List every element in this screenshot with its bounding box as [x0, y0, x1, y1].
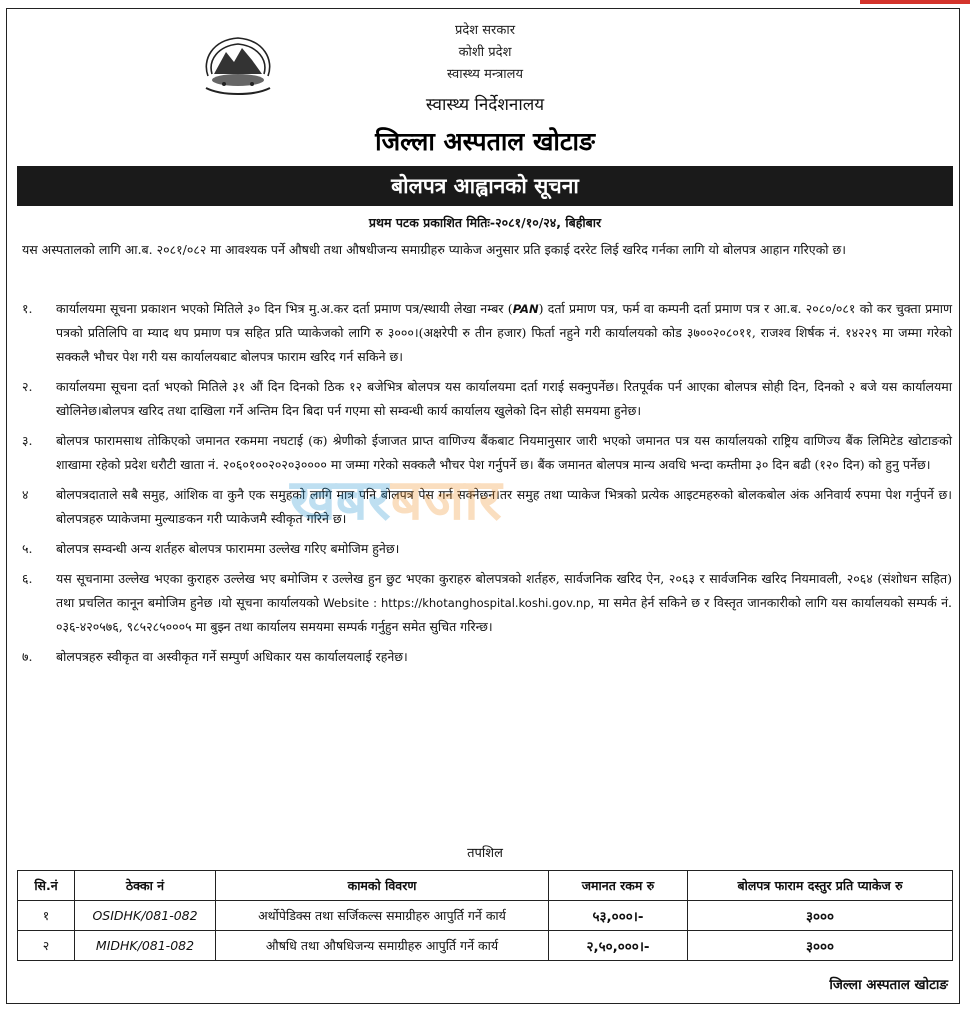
- header-directorate: स्वास्थ्य निर्देशनालय: [425, 95, 545, 115]
- cell-deposit: ५३,०००।-: [549, 901, 688, 931]
- header-line-province-govt: प्रदेश सरकार: [454, 23, 516, 38]
- list-item: [22, 297, 952, 369]
- item-text: बोलपत्रहरु स्वीकृत वा अस्वीकृत गर्ने सम्पुर्ण अधिकार यस कार्यालयलाई रहनेछ।: [56, 649, 408, 664]
- cell-sn: २: [18, 931, 75, 961]
- cell-deposit: २,५०,०००।-: [549, 931, 688, 961]
- signature-hospital: जिल्ला अस्पताल खोटाङ: [829, 977, 948, 993]
- website-link[interactable]: Website : https://khotanghospital.koshi.gov.np,: [323, 596, 595, 610]
- item-number: ३.: [22, 433, 33, 448]
- item-number: ४: [22, 487, 29, 502]
- col-header-form-fee: बोलपत्र फाराम दस्तुर प्रति प्याकेज रु: [688, 871, 953, 901]
- cell-description: औषधि तथा औषधिजन्य समाग्रीहरु आपुर्ति गर्ने कार्य: [216, 931, 549, 961]
- notice-banner: बोलपत्र आह्वानको सूचना: [17, 166, 953, 206]
- item-text: कार्यालयमा सूचना प्रकाशन भएको मितिले ३० दिन भित्र मु.अ.कर दर्ता प्रमाण पत्र/स्थायी लेखा नम्बर (PAN) दर्ता प्रमाण पत्र, फर्म वा कम्पनी दर्ता प्रमाण पत्र र आ.ब. २०८०/०८१ को कर चुक्ता प्रमाण पत्रको प्रतिलिपि वा म्याद थप प्रमाण पत्र सहित प्रति प्याकेजको लागि रु ३०००।(अक्षरेपी रु तीन हजार) फिर्ता नहुने गरी कार्यालयको कोड ३७००२०८०११, राजश्व शिर्षक नं. १४२२९ मा जम्मा गरेको सक्कलै भौचर पेश गरी यस कार्यालयबाट बोलपत्र फाराम खरिद गर्न सकिने छ।: [56, 301, 952, 364]
- col-header-deposit: जमानत रकम रु: [549, 871, 688, 901]
- top-corner-stripe: [860, 0, 970, 4]
- item-text: बोलपत्र फारामसाथ तोकिएको जमानत रकममा नघटाई (क) श्रेणीको ईजाजत प्राप्त वाणिज्य बैंकबाट नियमानुसार जारी भएको जमानत पत्र यस कार्यालयको राष्ट्रिय वाणिज्य बैंक लिमिटेड खोटाङको शाखामा रहेको प्रदेश धरौटी खाता नं. २०६०१००२०२०३०००० मा जम्मा गरेको सक्कलै भौचर पेश गर्नुपर्ने छ। बैंक जमानत बोलपत्र मान्य अवधि भन्दा कम्तीमा ३० दिन बढी (१२० दिन) को हुनु पर्नेछ।: [56, 433, 952, 472]
- item-number: ७.: [22, 649, 33, 664]
- list-item: [22, 645, 952, 669]
- cell-description: अर्थोपेडिक्स तथा सर्जिकल्स समाग्रीहरु आपुर्ति गर्ने कार्य: [216, 901, 549, 931]
- list-item: [22, 429, 952, 477]
- table-header-row: [18, 871, 953, 901]
- item-text: यस सूचनामा उल्लेख भएका कुराहरु उल्लेख भए बमोजिम र उल्लेख हुन छुट भएका कुराहरु बोलपत्रको शर्तहरु, सार्वजनिक खरिद ऐन, २०६३ र सार्वजनिक खरिद नियमावली, २०६४ (संशोधन सहित) तथा प्रचलित कानून बमोजिम हुनेछ ।यो सूचना कार्यालयको Website : https://khotanghospital.koshi.gov.np, मा समेत हेर्न सकिने छ र विस्तृत जानकारीको लागि यस कार्यालयको सम्पर्क नं. ०३६-४२०५७६, ९८५२८५०००५ मा बुझ्न तथा कार्यालय समयमा सम्पर्क गर्नुहुन समेत सुचित गरिन्छ।: [56, 571, 952, 634]
- item-number: १.: [22, 301, 33, 316]
- list-item: [22, 375, 952, 423]
- cell-form-fee: ३०००: [688, 931, 953, 961]
- watermark-logo: खबरबजार: [290, 468, 502, 533]
- header-hospital-name: जिल्ला अस्पताल खोटाङ: [375, 127, 595, 156]
- cell-contract-no: OSIDHK/081-082: [75, 901, 216, 931]
- cell-form-fee: ३०००: [688, 901, 953, 931]
- header-line-province: कोशी प्रदेश: [458, 45, 512, 60]
- schedule-table: [17, 870, 953, 961]
- table-row: [18, 931, 953, 961]
- item-text: बोलपत्र सम्वन्धी अन्य शर्तहरु बोलपत्र फाराममा उल्लेख गरिए बमोजिम हुनेछ।: [56, 541, 400, 556]
- item-text: कार्यालयमा सूचना दर्ता भएको मितिले ३१ औं दिन दिनको ठिक १२ बजेभित्र बोलपत्र यस कार्यालयमा दर्ता गराई सक्नुपर्नेछ। रितपूर्वक पर्न आएका बोलपत्र सोही दिन, दिनको २ बजे यस कार्यालयमा खोलिनेछ।बोलपत्र खरिद तथा दाखिला गर्ने अन्तिम दिन बिदा पर्न गएमा सो सम्वन्धी कार्य कार्यालय खुलेको दिन सोही समयमा हुनेछ।: [56, 379, 952, 418]
- intro-paragraph: यस अस्पतालको लागि आ.ब. २०८१/०८२ मा आवश्यक पर्ने औषधी तथा औषधीजन्य समाग्रीहरु प्याकेज अनुसार प्रति इकाई दररेट लिई खरिद गर्नका लागि यो बोलपत्र आहान गरिएको छ।: [22, 242, 847, 257]
- item-number: ६.: [22, 571, 33, 586]
- cell-sn: १: [18, 901, 75, 931]
- item-number: ५.: [22, 541, 33, 556]
- conditions-list: [22, 297, 952, 675]
- list-item: [22, 537, 952, 561]
- list-item: [22, 567, 952, 639]
- pan-label: PAN: [512, 302, 539, 316]
- table-row: [18, 901, 953, 931]
- col-header-contract-no: ठेक्का नं: [75, 871, 216, 901]
- col-header-description: कामको विवरण: [216, 871, 549, 901]
- col-header-sn: सि.नं: [18, 871, 75, 901]
- list-item: [22, 483, 952, 531]
- schedule-title: तपशिल: [467, 846, 503, 861]
- header-line-ministry: स्वास्थ्य मन्त्रालय: [446, 67, 524, 82]
- item-number: २.: [22, 379, 33, 394]
- publication-date: प्रथम पटक प्रकाशित मितिः-२०८१/१०/२४, बिहीबार: [368, 215, 602, 230]
- cell-contract-no: MIDHK/081-082: [75, 931, 216, 961]
- item-text: बोलपत्रदाताले सबै समुह, आंशिक वा कुनै एक समुहको लागि मात्र पनि बोलपत्र पेस गर्न सक्नेछन।तर समुह तथा प्याकेज भित्रको प्रत्येक आइटमहरुको बोलकबोल अंक अनिवार्य रुपमा पेश गर्नुपर्ने छ।बोलपत्रहरु प्याकेजमा मुल्याङकन गरी प्याकेजमै स्वीकृत गरिने छ।: [56, 487, 952, 526]
